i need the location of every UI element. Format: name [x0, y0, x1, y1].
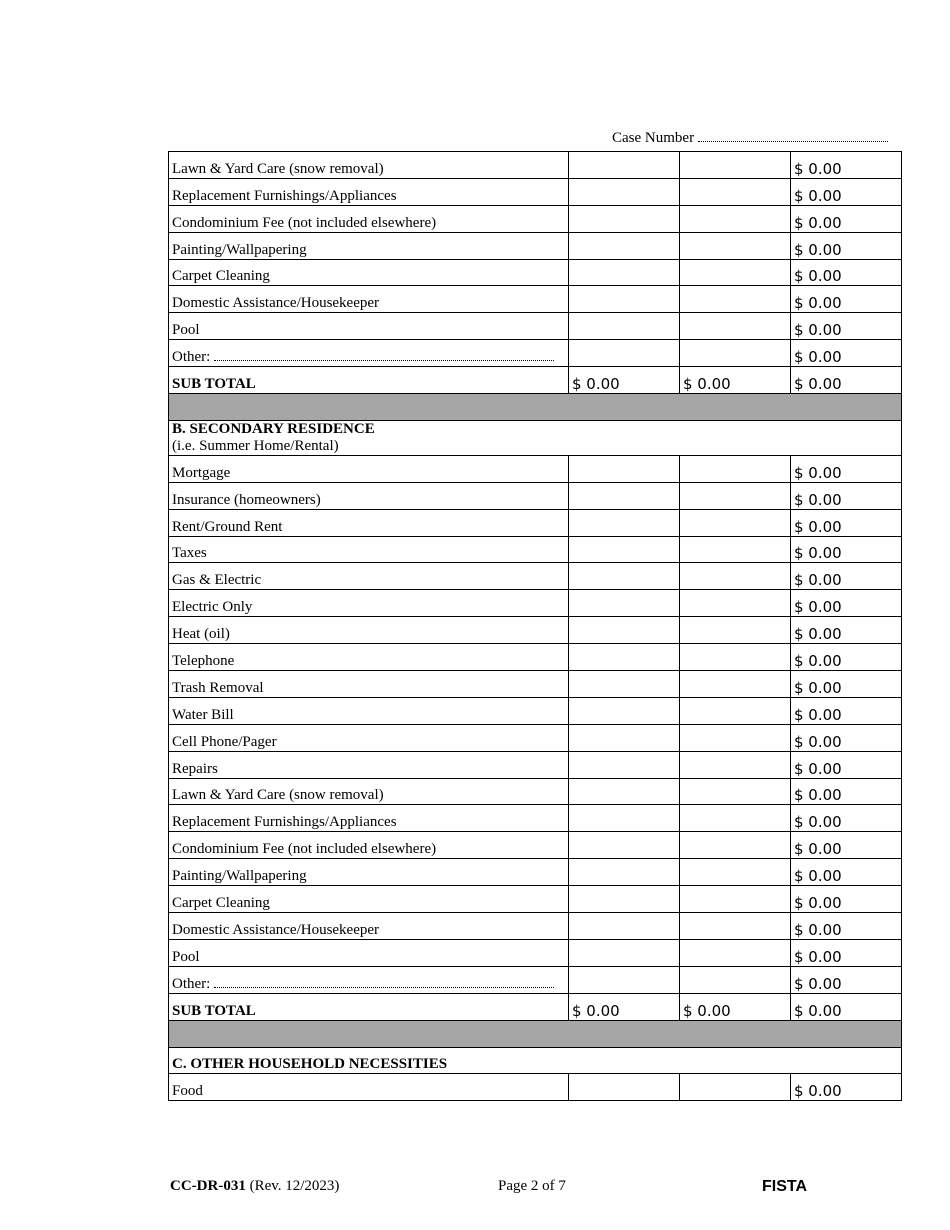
row-label-text: Cell Phone/Pager — [172, 733, 277, 750]
amount-input[interactable] — [680, 482, 791, 509]
subtotal-col2: $ 0.00 — [569, 367, 680, 394]
amount-input[interactable] — [569, 482, 680, 509]
row-label — [169, 313, 569, 340]
row-label — [169, 509, 569, 536]
row-label — [169, 482, 569, 509]
row-total: $ 0.00 — [791, 805, 902, 832]
row-label-text: Rent/Ground Rent — [172, 518, 283, 535]
row-label-text: Telephone — [172, 653, 235, 670]
row-total: $ 0.00 — [791, 724, 902, 751]
row-total: $ 0.00 — [791, 286, 902, 313]
row-label-text: Condominium Fee (not included elsewhere) — [172, 841, 437, 858]
amount-input[interactable] — [569, 536, 680, 563]
row-total: $ 0.00 — [791, 232, 902, 259]
table-row — [169, 563, 902, 590]
row-label-text: Carpet Cleaning — [172, 268, 270, 285]
row-label-text: Domestic Assistance/Housekeeper — [172, 921, 380, 938]
row-total: $ 0.00 — [791, 859, 902, 886]
table-row — [169, 671, 902, 698]
amount-input[interactable] — [569, 671, 680, 698]
row-label-text: Repairs — [172, 760, 218, 777]
section-header — [169, 420, 902, 455]
row-label-text: Condominium Fee (not included elsewhere) — [172, 214, 437, 231]
subtotal-total: $ 0.00 — [791, 993, 902, 1020]
row-label — [169, 617, 569, 644]
subtotal-label: SUB TOTAL — [169, 993, 569, 1020]
row-total: $ 0.00 — [791, 590, 902, 617]
row-label — [169, 232, 569, 259]
amount-input[interactable] — [680, 832, 791, 859]
case-number-input[interactable] — [698, 131, 888, 142]
row-total: $ 0.00 — [791, 482, 902, 509]
amount-input[interactable] — [569, 805, 680, 832]
amount-input[interactable] — [569, 455, 680, 482]
amount-input[interactable] — [680, 590, 791, 617]
amount-input[interactable] — [680, 913, 791, 940]
table-row — [169, 286, 902, 313]
amount-input[interactable] — [569, 966, 680, 993]
amount-input[interactable] — [680, 536, 791, 563]
amount-input[interactable] — [680, 886, 791, 913]
row-label-text: Painting/Wallpapering — [172, 868, 307, 885]
section-header — [169, 1047, 902, 1074]
row-label-text: Carpet Cleaning — [172, 895, 270, 912]
section-title: C. OTHER HOUSEHOLD NECESSITIES — [172, 1056, 448, 1073]
table-row — [169, 205, 902, 232]
row-label — [169, 751, 569, 778]
brand-label: FISTA — [762, 1178, 808, 1195]
amount-input[interactable] — [680, 205, 791, 232]
subtotal-label: SUB TOTAL — [169, 367, 569, 394]
row-label-text: Food — [172, 1083, 203, 1100]
row-label — [169, 724, 569, 751]
table-row — [169, 536, 902, 563]
table-row — [169, 1074, 902, 1101]
amount-input[interactable] — [680, 232, 791, 259]
row-label-text: Domestic Assistance/Housekeeper — [172, 295, 380, 312]
row-total: $ 0.00 — [791, 913, 902, 940]
subtotal-row — [169, 993, 902, 1020]
row-label — [169, 778, 569, 805]
amount-input[interactable] — [680, 1074, 791, 1101]
row-label — [169, 644, 569, 671]
amount-input[interactable] — [680, 509, 791, 536]
separator-cell — [169, 394, 902, 421]
section-title-cell — [169, 1047, 902, 1074]
row-label — [169, 536, 569, 563]
row-label — [169, 859, 569, 886]
table-row — [169, 939, 902, 966]
amount-input[interactable] — [680, 966, 791, 993]
table-row — [169, 724, 902, 751]
row-label — [169, 205, 569, 232]
amount-input[interactable] — [569, 340, 680, 367]
separator-cell — [169, 1020, 902, 1047]
row-label — [169, 671, 569, 698]
amount-input[interactable] — [569, 697, 680, 724]
amount-input[interactable] — [569, 644, 680, 671]
amount-input[interactable] — [569, 590, 680, 617]
row-total: $ 0.00 — [791, 205, 902, 232]
amount-input[interactable] — [680, 563, 791, 590]
amount-input[interactable] — [680, 313, 791, 340]
row-label — [169, 1074, 569, 1101]
other-description-input[interactable] — [214, 350, 554, 361]
amount-input[interactable] — [680, 617, 791, 644]
row-label-text: Mortgage — [172, 464, 231, 481]
row-total: $ 0.00 — [791, 832, 902, 859]
row-label — [169, 913, 569, 940]
row-label-text: Trash Removal — [172, 679, 264, 696]
table-row — [169, 778, 902, 805]
table-row — [169, 859, 902, 886]
table-row — [169, 178, 902, 205]
row-total: $ 0.00 — [791, 563, 902, 590]
amount-input[interactable] — [569, 152, 680, 179]
amount-input[interactable] — [680, 751, 791, 778]
amount-input[interactable] — [569, 286, 680, 313]
row-label — [169, 286, 569, 313]
amount-input[interactable] — [569, 886, 680, 913]
row-label — [169, 563, 569, 590]
row-total: $ 0.00 — [791, 778, 902, 805]
amount-input[interactable] — [680, 259, 791, 286]
form-id-code: CC-DR-031 — [170, 1178, 246, 1194]
row-label-text: Gas & Electric — [172, 572, 262, 589]
table-row — [169, 751, 902, 778]
amount-input[interactable] — [680, 724, 791, 751]
row-label — [169, 697, 569, 724]
row-label — [169, 832, 569, 859]
row-label-text: Water Bill — [172, 706, 234, 723]
row-total: $ 0.00 — [791, 536, 902, 563]
subtotal-row — [169, 367, 902, 394]
page-number: Page 2 of 7 — [498, 1178, 566, 1194]
section-subtitle: (i.e. Summer Home/Rental) — [172, 437, 339, 454]
row-total: $ 0.00 — [791, 966, 902, 993]
amount-input[interactable] — [680, 178, 791, 205]
subtotal-total: $ 0.00 — [791, 367, 902, 394]
row-label-text: Lawn & Yard Care (snow removal) — [172, 787, 384, 804]
amount-input[interactable] — [569, 232, 680, 259]
amount-input[interactable] — [680, 939, 791, 966]
row-total: $ 0.00 — [791, 178, 902, 205]
amount-input[interactable] — [569, 832, 680, 859]
other-description-input[interactable] — [214, 977, 554, 988]
table-row — [169, 590, 902, 617]
amount-input[interactable] — [680, 859, 791, 886]
amount-input[interactable] — [680, 455, 791, 482]
row-label — [169, 805, 569, 832]
case-number-field — [612, 130, 888, 147]
row-total: $ 0.00 — [791, 152, 902, 179]
row-total: $ 0.00 — [791, 455, 902, 482]
table-row — [169, 259, 902, 286]
table-row — [169, 886, 902, 913]
subtotal-col2: $ 0.00 — [569, 993, 680, 1020]
table-row — [169, 697, 902, 724]
row-total: $ 0.00 — [791, 259, 902, 286]
table-row — [169, 966, 902, 993]
expense-table — [168, 151, 902, 1101]
row-total: $ 0.00 — [791, 313, 902, 340]
table-row — [169, 805, 902, 832]
amount-input[interactable] — [569, 913, 680, 940]
amount-input[interactable] — [569, 259, 680, 286]
amount-input[interactable] — [680, 644, 791, 671]
row-label-text: Pool — [172, 948, 200, 965]
table-row — [169, 152, 902, 179]
row-label-text: Other: — [172, 349, 211, 366]
table-row — [169, 913, 902, 940]
amount-input[interactable] — [569, 617, 680, 644]
amount-input[interactable] — [569, 1074, 680, 1101]
row-label — [169, 340, 569, 367]
table-row — [169, 509, 902, 536]
row-label — [169, 886, 569, 913]
row-total: $ 0.00 — [791, 886, 902, 913]
row-total: $ 0.00 — [791, 340, 902, 367]
row-total: $ 0.00 — [791, 671, 902, 698]
table-row — [169, 232, 902, 259]
row-total: $ 0.00 — [791, 509, 902, 536]
amount-input[interactable] — [569, 563, 680, 590]
row-label-text: Insurance (homeowners) — [172, 491, 321, 508]
section-separator — [169, 394, 902, 421]
form-revision: (Rev. 12/2023) — [249, 1178, 340, 1194]
row-label — [169, 259, 569, 286]
row-total: $ 0.00 — [791, 751, 902, 778]
form-id — [170, 1178, 339, 1195]
row-label — [169, 590, 569, 617]
subtotal-col3: $ 0.00 — [680, 367, 791, 394]
row-label-text: Other: — [172, 975, 211, 992]
table-row — [169, 482, 902, 509]
row-total: $ 0.00 — [791, 697, 902, 724]
row-label-text: Heat (oil) — [172, 626, 230, 643]
section-title: B. SECONDARY RESIDENCE — [172, 420, 375, 437]
amount-input[interactable] — [680, 340, 791, 367]
row-total: $ 0.00 — [791, 617, 902, 644]
amount-input[interactable] — [569, 751, 680, 778]
section-title-cell — [169, 420, 902, 455]
amount-input[interactable] — [569, 205, 680, 232]
amount-input[interactable] — [680, 286, 791, 313]
table-row — [169, 455, 902, 482]
row-label — [169, 939, 569, 966]
section-separator — [169, 1020, 902, 1047]
subtotal-col3: $ 0.00 — [680, 993, 791, 1020]
row-label-text: Lawn & Yard Care (snow removal) — [172, 160, 384, 177]
amount-input[interactable] — [569, 778, 680, 805]
row-label — [169, 966, 569, 993]
table-row — [169, 313, 902, 340]
table-row — [169, 617, 902, 644]
amount-input[interactable] — [680, 152, 791, 179]
table-row — [169, 644, 902, 671]
row-total: $ 0.00 — [791, 644, 902, 671]
row-label — [169, 152, 569, 179]
amount-input[interactable] — [569, 939, 680, 966]
row-label — [169, 178, 569, 205]
amount-input[interactable] — [569, 859, 680, 886]
row-label-text: Painting/Wallpapering — [172, 241, 307, 258]
row-label-text: Pool — [172, 322, 200, 339]
row-total: $ 0.00 — [791, 1074, 902, 1101]
amount-input[interactable] — [569, 178, 680, 205]
row-label-text: Replacement Furnishings/Appliances — [172, 187, 397, 204]
case-number-label: Case Number — [612, 130, 695, 146]
table-row — [169, 340, 902, 367]
amount-input[interactable] — [569, 509, 680, 536]
row-label-text: Taxes — [172, 545, 207, 562]
amount-input[interactable] — [680, 778, 791, 805]
amount-input[interactable] — [680, 697, 791, 724]
amount-input[interactable] — [680, 805, 791, 832]
table-row — [169, 832, 902, 859]
amount-input[interactable] — [680, 671, 791, 698]
row-total: $ 0.00 — [791, 939, 902, 966]
row-label-text: Electric Only — [172, 599, 253, 616]
amount-input[interactable] — [569, 724, 680, 751]
amount-input[interactable] — [569, 313, 680, 340]
row-label — [169, 455, 569, 482]
row-label-text: Replacement Furnishings/Appliances — [172, 814, 397, 831]
